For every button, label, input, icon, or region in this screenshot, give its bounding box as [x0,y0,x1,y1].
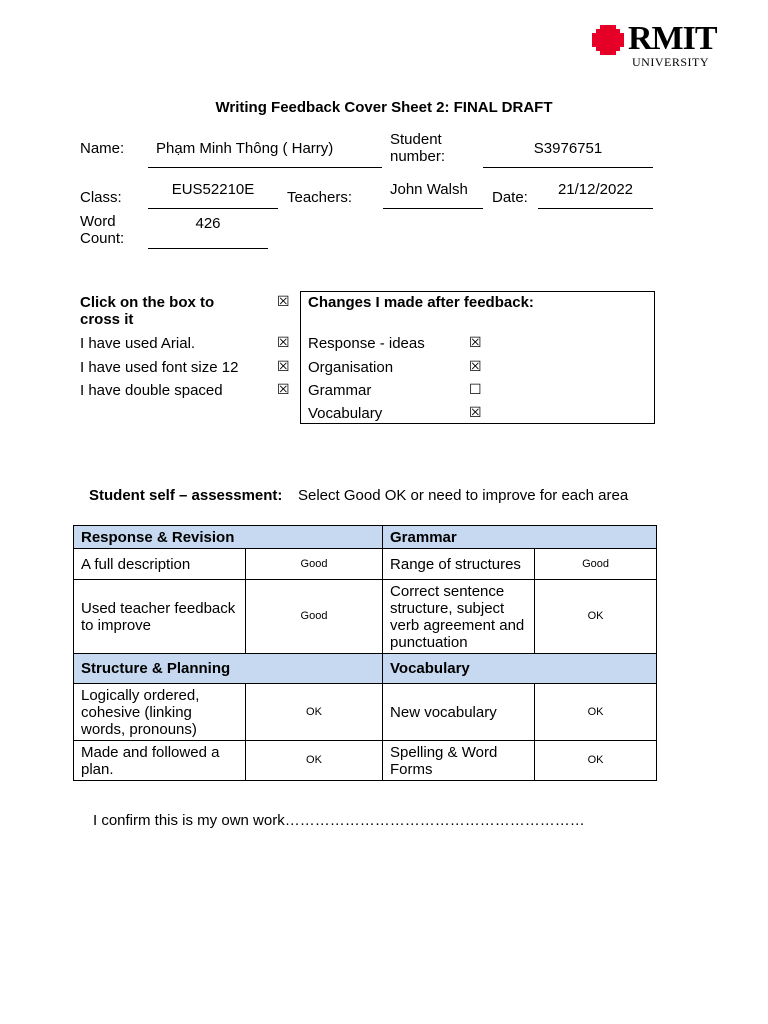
rating-range-of-structures[interactable]: Good [535,549,657,580]
section-heading-response-revision: Response & Revision [74,526,383,549]
checklist-item-font-size: I have used font size 12 [80,359,239,376]
changes-checkbox-grammar[interactable]: ☐ [469,382,482,398]
criterion-teacher-feedback: Used teacher feedback to improve [74,580,246,654]
logo-text: RMIT [628,20,717,57]
changes-heading: Changes I made after feedback: [308,294,534,311]
changes-item-organisation: Organisation [308,359,394,376]
page-title: Writing Feedback Cover Sheet 2: FINAL DRAFT [215,99,553,116]
changes-checkbox-organisation[interactable]: ☒ [469,359,482,375]
rating-full-description[interactable]: Good [246,549,383,580]
changes-item-vocabulary: Vocabulary [308,405,383,422]
date-underline [538,208,653,209]
criterion-logically-ordered: Logically ordered, cohesive (linking words, pronouns) [74,684,246,741]
checklist-checkbox-double-spaced[interactable]: ☒ [277,382,290,398]
teachers-field[interactable]: John Walsh [390,181,468,198]
checklist-heading-checkbox[interactable]: ☒ [277,294,290,310]
word-count-underline [148,248,268,249]
checklist-checkbox-font-size[interactable]: ☒ [277,359,290,375]
criterion-sentence-structure: Correct sentence structure, subject verb agreement and punctuation [383,580,535,654]
changes-checkbox-vocabulary[interactable]: ☒ [469,405,482,421]
section-heading-structure-planning: Structure & Planning [74,654,383,684]
rating-new-vocabulary[interactable]: OK [535,684,657,741]
section-heading-vocabulary: Vocabulary [383,654,657,684]
teachers-underline [383,208,483,209]
criterion-plan: Made and followed a plan. [74,741,246,781]
checklist-heading: Click on the box to cross it [80,294,215,328]
student-number-underline [483,167,653,168]
assessment-table [73,525,657,781]
confirmation-statement: I confirm this is my own work…………………………………………………… [93,812,585,829]
changes-checkbox-response[interactable]: ☒ [469,335,482,351]
word-count-field[interactable]: 426 [195,215,221,232]
class-label: Class: [80,189,122,206]
section-heading-grammar: Grammar [383,526,657,549]
word-count-label: Word Count: [80,213,125,247]
class-underline [148,208,278,209]
checklist-checkbox-arial[interactable]: ☒ [277,335,290,351]
changes-item-response: Response - ideas [308,335,425,352]
name-field[interactable]: Phạm Minh Thông ( Harry) [156,140,334,157]
checklist-item-double-spaced: I have double spaced [80,382,223,399]
rmit-logo [592,22,732,72]
criterion-full-description: A full description [74,549,246,580]
name-underline [148,167,382,168]
rating-sentence-structure[interactable]: OK [535,580,657,654]
date-field[interactable]: 21/12/2022 [557,181,634,198]
checklist-item-arial: I have used Arial. [80,335,196,352]
class-field[interactable]: EUS52210E [171,181,255,198]
logo-subtext: UNIVERSITY [632,55,709,69]
self-assessment-instruction: Select Good OK or need to improve for each area [298,487,629,504]
rmit-pixel-mark-icon [592,25,624,55]
criterion-new-vocabulary: New vocabulary [383,684,535,741]
rating-plan[interactable]: OK [246,741,383,781]
rating-logically-ordered[interactable]: OK [246,684,383,741]
student-number-field[interactable]: S3976751 [533,140,603,157]
name-label: Name: [80,140,125,157]
rating-teacher-feedback[interactable]: Good [246,580,383,654]
changes-item-grammar: Grammar [308,382,372,399]
criterion-spelling-word-forms: Spelling & Word Forms [383,741,535,781]
teachers-label: Teachers: [287,189,353,206]
criterion-range-of-structures: Range of structures [383,549,535,580]
student-number-label: Student number: [390,131,446,165]
rating-spelling-word-forms[interactable]: OK [535,741,657,781]
date-label: Date: [492,189,528,206]
self-assessment-label: Student self – assessment: [89,487,283,504]
